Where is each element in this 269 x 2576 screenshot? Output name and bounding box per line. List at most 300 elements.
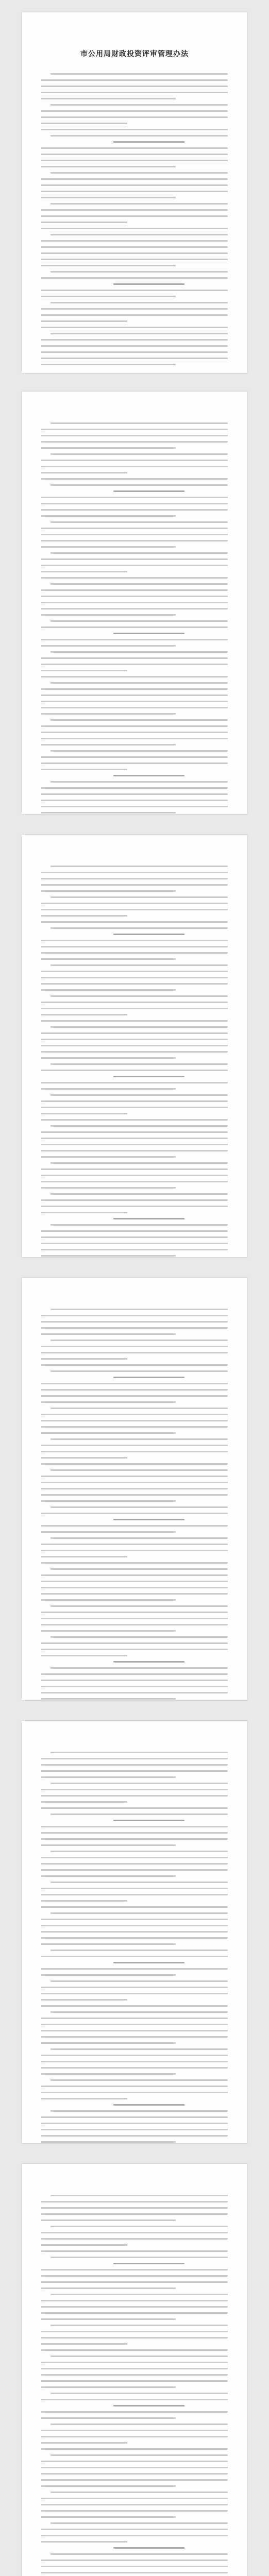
- text-line: [41, 277, 228, 279]
- text-line: [51, 896, 228, 898]
- text-line: [41, 240, 228, 242]
- text-line: [41, 460, 228, 461]
- text-line: [51, 1537, 228, 1539]
- text-line: [41, 1401, 176, 1403]
- text-line: [51, 1224, 228, 1226]
- text-line: [113, 1076, 184, 1077]
- text-line: [51, 2110, 228, 2112]
- text-line: [41, 1875, 176, 1877]
- text-line: [41, 1236, 228, 1238]
- text-line: [41, 147, 228, 149]
- text-line: [41, 1888, 228, 1889]
- text-line: [41, 92, 228, 93]
- text-line: [41, 1426, 228, 1428]
- text-line: [41, 1420, 228, 1421]
- text-line: [41, 1057, 176, 1059]
- text-line: [41, 940, 228, 941]
- text-line: [41, 2141, 176, 2143]
- text-line: [41, 2516, 176, 2518]
- text-line: [41, 2275, 228, 2277]
- text-line: [41, 1445, 228, 1446]
- text-line: [51, 583, 228, 585]
- text-line: [41, 1999, 127, 2001]
- text-line: [41, 1544, 228, 1545]
- text-line: [41, 2250, 228, 2252]
- text-line: [41, 252, 228, 254]
- text-line: [51, 135, 228, 137]
- text-line: [41, 1801, 127, 1803]
- text-line: [41, 2086, 228, 2087]
- text-line: [41, 2399, 228, 2400]
- text-line: [51, 1851, 228, 1852]
- text-line: [41, 2306, 228, 2308]
- text-line: [41, 2269, 228, 2270]
- text-line: [41, 1389, 228, 1391]
- text-line: [113, 1661, 184, 1663]
- text-line: [41, 1008, 228, 1009]
- text-line: [41, 509, 228, 511]
- text-line: [41, 1181, 228, 1182]
- text-line: [51, 1752, 228, 1753]
- text-line: [41, 2219, 176, 2221]
- text-line: [41, 878, 228, 879]
- text-line: [41, 86, 228, 87]
- text-line: [51, 1340, 228, 1341]
- text-line: [41, 2129, 228, 2130]
- text-line: [51, 1568, 228, 1570]
- text-line: [41, 184, 228, 186]
- text-line: [41, 1212, 127, 1213]
- text-line: [41, 676, 228, 677]
- text-line: [41, 664, 228, 665]
- text-line: [41, 1150, 228, 1151]
- text-line: [41, 1692, 228, 1693]
- text-line: [41, 116, 228, 118]
- text-line: [51, 2492, 228, 2493]
- text-line: [113, 1820, 184, 1821]
- text-line: [41, 1463, 228, 1465]
- text-line: [51, 781, 228, 783]
- text-line: [41, 1556, 127, 1557]
- text-line: [41, 1649, 228, 1650]
- text-line: [41, 2036, 228, 2038]
- text-line: [41, 977, 228, 978]
- text-line: [41, 2244, 127, 2246]
- text-line: [51, 2325, 228, 2326]
- text-line: [113, 775, 184, 776]
- text-line: [41, 2232, 228, 2233]
- text-line: [41, 713, 176, 715]
- text-line: [41, 744, 176, 745]
- text-line: [41, 1807, 228, 1809]
- text-line: [51, 453, 228, 455]
- page-1-text: [41, 73, 228, 370]
- text-line: [41, 701, 228, 702]
- text-line: [41, 1758, 228, 1759]
- text-line: [41, 1138, 228, 1139]
- text-line: [41, 2448, 228, 2450]
- text-line: [41, 2092, 228, 2093]
- text-line: [41, 971, 228, 972]
- page-5-text: [41, 1752, 228, 2143]
- text-line: [41, 178, 228, 180]
- text-line: [41, 1826, 228, 1827]
- text-line: [41, 351, 228, 353]
- text-line: [41, 308, 228, 310]
- text-line: [41, 1020, 228, 1022]
- text-line: [41, 2123, 228, 2124]
- text-line: [51, 172, 228, 174]
- text-line: [51, 964, 228, 966]
- text-line: [41, 645, 176, 647]
- text-line: [41, 154, 228, 155]
- text-line: [41, 694, 228, 696]
- text-line: [41, 1925, 228, 1926]
- text-line: [41, 79, 228, 81]
- text-line: [41, 2055, 228, 2056]
- text-line: [41, 1333, 176, 1335]
- document-title: 市公用局财政投资评审管理办法: [80, 50, 189, 58]
- page-3-text: [41, 866, 228, 1257]
- text-line: [41, 1255, 176, 1257]
- text-line: [41, 2461, 228, 2462]
- text-line: [113, 934, 184, 935]
- text-line: [41, 1673, 228, 1675]
- text-line: [51, 1980, 228, 1982]
- document-page-5: [22, 1721, 247, 2143]
- text-line: [41, 589, 228, 591]
- text-line: [41, 2098, 127, 2099]
- text-line: [41, 1175, 228, 1176]
- text-line: [113, 283, 184, 285]
- text-line: [51, 552, 228, 554]
- text-line: [41, 1249, 228, 1250]
- text-line: [41, 1919, 228, 1920]
- text-line: [41, 1119, 228, 1121]
- text-line: [113, 490, 184, 492]
- text-line: [51, 302, 228, 303]
- text-line: [41, 2300, 228, 2301]
- text-line: [41, 515, 176, 517]
- text-line: [41, 1900, 127, 1902]
- text-line: [41, 1168, 228, 1170]
- text-line: [41, 732, 228, 733]
- text-line: [51, 2522, 228, 2524]
- text-line: [41, 1844, 176, 1846]
- text-line: [41, 639, 228, 640]
- text-line: [41, 2479, 228, 2481]
- text-line: [51, 750, 228, 752]
- text-line: [51, 333, 228, 334]
- text-line: [51, 2294, 228, 2295]
- document-page-3: [22, 835, 247, 1257]
- text-line: [41, 2318, 176, 2320]
- text-line: [51, 1063, 228, 1065]
- text-line: [41, 2343, 127, 2345]
- text-line: [113, 2263, 184, 2264]
- text-line: [41, 2207, 228, 2209]
- text-line: [41, 314, 228, 316]
- text-line: [41, 1531, 176, 1533]
- text-line: [41, 1593, 228, 1595]
- text-line: [41, 596, 228, 597]
- text-line: [41, 1327, 228, 1329]
- text-line: [41, 1698, 176, 1700]
- text-line: [41, 1346, 228, 1347]
- text-line: [51, 422, 228, 424]
- page-6-text: [41, 2195, 228, 2576]
- text-line: [41, 2312, 228, 2314]
- text-line: [41, 1513, 228, 1514]
- text-line: [51, 719, 228, 721]
- text-line: [41, 1383, 228, 1384]
- text-line: [51, 866, 228, 867]
- text-line: [51, 1026, 228, 1028]
- text-line: [41, 345, 228, 347]
- text-line: [51, 2393, 228, 2394]
- text-line: [51, 521, 228, 523]
- text-line: [41, 903, 228, 904]
- text-line: [51, 651, 228, 653]
- text-line: [41, 2529, 228, 2530]
- text-line: [113, 1218, 184, 1219]
- text-line: [51, 1636, 228, 1638]
- text-line: [51, 203, 228, 205]
- text-line: [41, 546, 176, 548]
- page-4-text: [41, 1309, 228, 1700]
- text-line: [41, 1352, 228, 1353]
- text-line: [51, 1193, 228, 1195]
- text-line: [51, 1950, 228, 1951]
- text-line: [41, 265, 176, 266]
- text-line: [41, 215, 228, 217]
- text-line: [41, 2374, 228, 2376]
- text-line: [41, 2030, 228, 2031]
- text-line: [41, 793, 228, 795]
- text-line: [41, 2572, 228, 2573]
- text-line: [41, 806, 228, 807]
- text-line: [113, 2104, 184, 2106]
- text-line: [41, 1993, 228, 1994]
- text-line: [51, 1783, 228, 1784]
- text-line: [41, 1051, 228, 1053]
- text-line: [41, 1070, 228, 1071]
- text-line: [41, 558, 228, 560]
- text-line: [41, 1395, 228, 1397]
- text-line: [51, 2454, 228, 2456]
- text-line: [51, 2011, 228, 2013]
- text-line: [41, 191, 228, 192]
- text-line: [41, 1206, 228, 1207]
- text-line: [41, 358, 228, 359]
- text-line: [51, 271, 228, 273]
- text-line: [41, 1032, 228, 1034]
- text-line: [51, 1370, 228, 1372]
- text-line: [41, 1014, 127, 1015]
- text-line: [41, 1655, 127, 1656]
- text-line: [41, 1587, 228, 1588]
- text-line: [41, 1187, 176, 1189]
- text-line: [41, 1795, 228, 1797]
- text-line: [41, 2541, 127, 2543]
- text-line: [41, 246, 228, 248]
- text-line: [41, 364, 176, 365]
- text-line: [41, 435, 228, 436]
- text-line: [113, 1519, 184, 1520]
- text-line: [41, 1630, 176, 1632]
- text-line: [41, 1574, 228, 1576]
- text-line: [41, 657, 228, 659]
- text-line: [113, 633, 184, 634]
- text-line: [41, 1315, 228, 1316]
- text-line: [41, 1100, 228, 1102]
- text-line: [51, 1605, 228, 1607]
- text-line: [41, 1500, 176, 1502]
- text-line: [41, 1525, 228, 1527]
- text-line: [41, 2042, 176, 2044]
- text-line: [41, 2238, 228, 2240]
- text-line: [41, 983, 228, 985]
- text-line: [41, 1987, 228, 1988]
- text-line: [41, 472, 127, 473]
- text-line: [41, 1457, 127, 1459]
- text-line: [41, 1002, 228, 1003]
- text-line: [41, 1144, 228, 1145]
- text-line: [41, 1230, 228, 1232]
- text-line: [41, 2411, 228, 2413]
- text-line: [41, 958, 176, 960]
- text-line: [41, 2417, 176, 2419]
- text-line: [51, 995, 228, 997]
- text-line: [41, 2436, 228, 2437]
- text-line: [51, 1408, 228, 1409]
- text-line: [41, 2467, 228, 2468]
- text-line: [51, 484, 228, 486]
- text-line: [41, 952, 228, 954]
- text-line: [41, 769, 127, 770]
- text-line: [41, 2535, 228, 2536]
- text-line: [41, 2362, 228, 2363]
- document-page-6: [22, 2164, 247, 2576]
- text-line: [113, 2405, 184, 2406]
- text-line: [41, 2485, 176, 2487]
- text-line: [51, 1162, 228, 1164]
- text-line: [41, 228, 228, 229]
- text-line: [41, 441, 228, 443]
- text-line: [41, 1321, 228, 1323]
- text-line: [41, 1894, 228, 1895]
- text-line: [41, 1550, 228, 1551]
- text-line: [51, 2553, 228, 2555]
- text-line: [51, 73, 228, 75]
- text-line: [41, 98, 176, 99]
- text-line: [41, 129, 228, 130]
- text-line: [113, 2547, 184, 2549]
- document-page-4: [22, 1278, 247, 1700]
- text-line: [41, 1088, 176, 1090]
- text-line: [51, 104, 228, 106]
- text-line: [41, 1358, 127, 1360]
- text-line: [51, 1814, 228, 1815]
- text-line: [41, 1451, 228, 1452]
- text-line: [41, 1494, 228, 1496]
- text-line: [51, 682, 228, 684]
- text-line: [41, 1968, 228, 1970]
- text-line: [41, 327, 228, 328]
- text-line: [41, 528, 228, 529]
- text-line: [51, 927, 228, 929]
- text-line: [41, 1974, 176, 1976]
- text-line: [41, 1364, 228, 1366]
- text-line: [51, 1882, 228, 1883]
- text-line: [41, 2287, 176, 2289]
- text-line: [51, 1506, 228, 1508]
- text-line: [41, 2386, 176, 2388]
- text-line: [41, 571, 127, 572]
- text-line: [41, 339, 228, 341]
- text-line: [51, 620, 228, 622]
- text-line: [41, 812, 176, 814]
- text-line: [41, 707, 228, 708]
- text-line: [41, 1863, 228, 1865]
- text-line: [41, 1618, 228, 1619]
- text-line: [41, 2116, 228, 2118]
- text-line: [41, 2067, 228, 2069]
- text-line: [41, 787, 228, 789]
- text-line: [41, 1838, 228, 1840]
- text-line: [41, 1045, 228, 1046]
- text-line: [41, 1642, 228, 1644]
- text-line: [41, 2442, 127, 2444]
- text-line: [41, 1414, 228, 1415]
- text-line: [41, 478, 228, 480]
- text-line: [41, 1432, 176, 1434]
- text-line: [41, 884, 228, 886]
- text-line: [41, 197, 176, 198]
- text-line: [41, 540, 228, 541]
- text-line: [51, 1309, 228, 1310]
- text-line: [41, 1482, 228, 1483]
- text-line: [41, 497, 228, 498]
- text-line: [41, 800, 228, 801]
- text-line: [41, 725, 228, 727]
- text-line: [41, 670, 127, 671]
- text-line: [41, 2510, 228, 2512]
- text-line: [41, 2281, 228, 2283]
- text-line: [51, 234, 228, 235]
- text-line: [41, 1476, 228, 1477]
- text-line: [41, 577, 228, 579]
- text-line: [41, 1943, 176, 1945]
- text-line: [41, 2473, 228, 2475]
- text-line: [41, 1680, 228, 1681]
- text-line: [41, 921, 228, 923]
- text-line: [41, 447, 176, 449]
- text-line: [41, 1764, 228, 1766]
- document-page-1: [22, 12, 247, 373]
- text-line: [41, 166, 176, 167]
- text-line: [41, 296, 176, 297]
- text-line: [41, 946, 228, 947]
- text-line: [51, 1438, 228, 1440]
- text-line: [41, 259, 228, 260]
- text-line: [41, 688, 228, 690]
- text-line: [41, 602, 228, 603]
- text-line: [41, 2337, 228, 2338]
- text-line: [41, 1612, 228, 1613]
- text-line: [41, 989, 176, 991]
- text-line: [51, 2226, 228, 2227]
